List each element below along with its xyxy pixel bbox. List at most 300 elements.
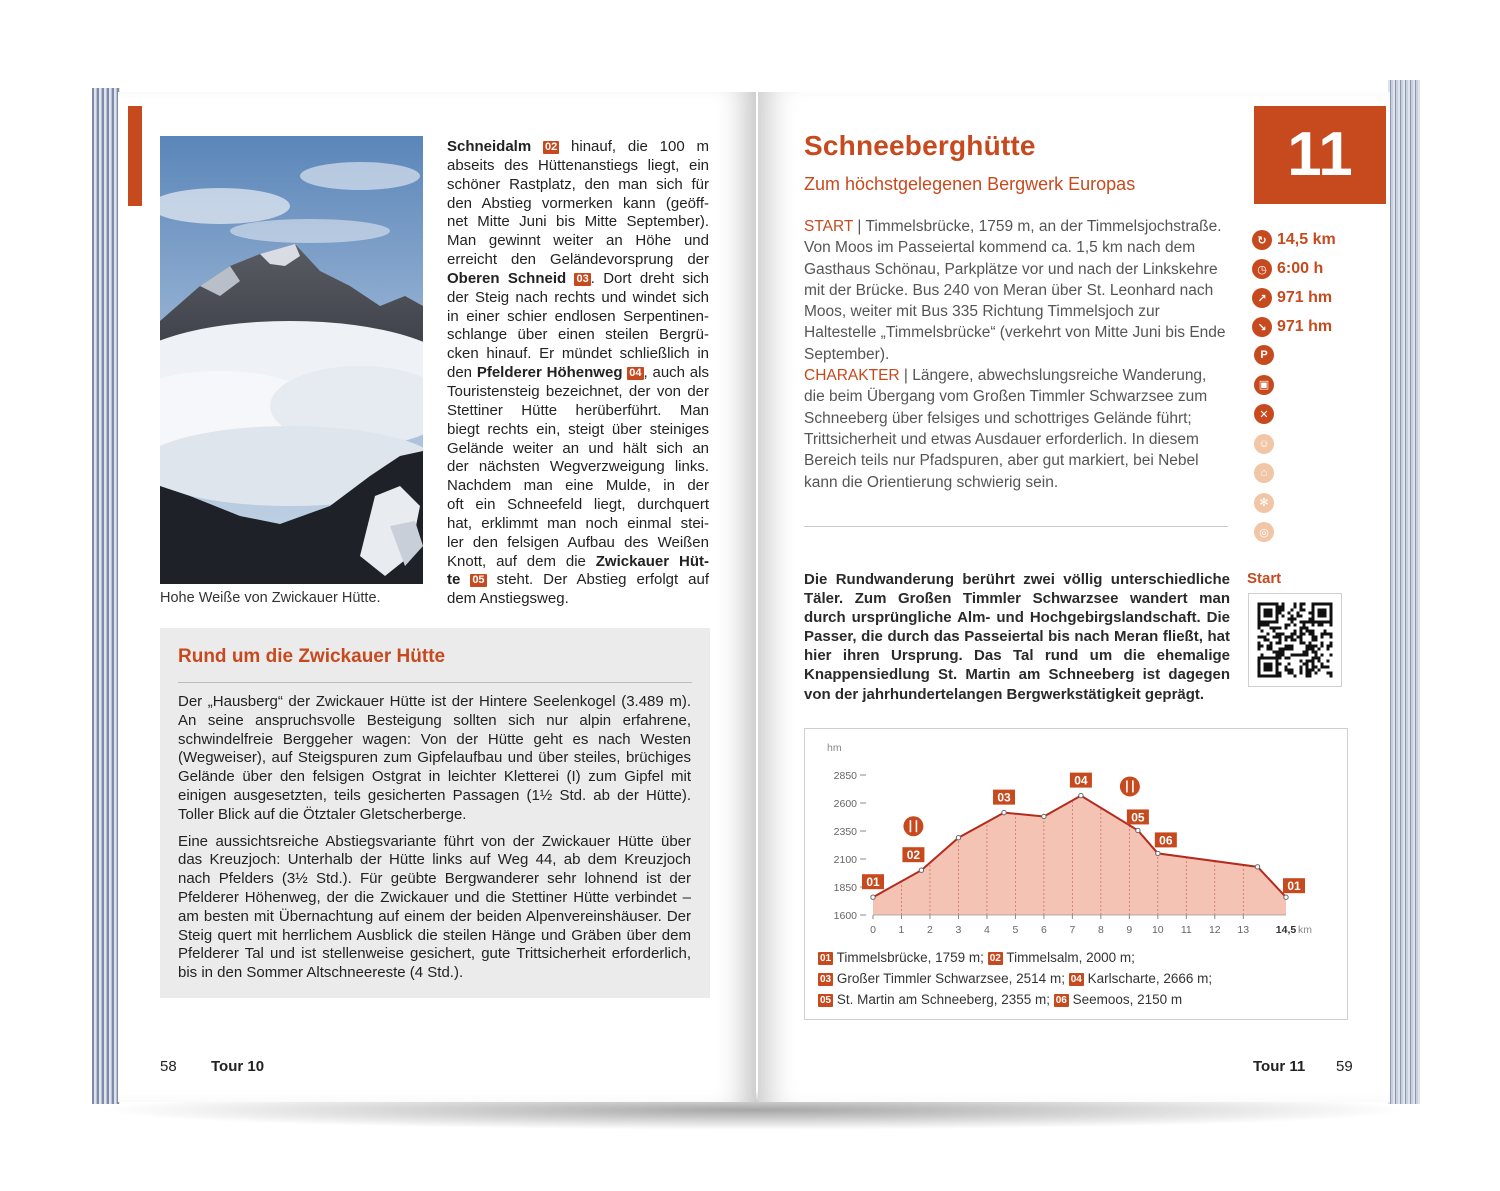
qr-module <box>1276 636 1279 639</box>
qr-module <box>1330 621 1333 624</box>
waypoint-marker: 03 <box>576 272 589 285</box>
qr-module <box>1300 642 1303 645</box>
qr-module <box>1321 633 1324 636</box>
qr-module <box>1315 654 1318 657</box>
text-segment: , auch als <box>643 364 709 382</box>
qr-module <box>1327 603 1330 606</box>
qr-module <box>1267 624 1270 627</box>
qr-module <box>1291 645 1294 648</box>
place-name: te <box>447 571 461 589</box>
qr-module <box>1261 621 1264 624</box>
qr-module <box>1279 675 1282 678</box>
qr-module <box>1270 645 1273 648</box>
time-icon: ◷ <box>1252 259 1272 279</box>
qr-module <box>1258 615 1261 618</box>
qr-module <box>1321 666 1324 669</box>
qr-module <box>1270 669 1273 672</box>
legend-text: Seemoos, 2150 m <box>1068 992 1183 1007</box>
qr-module <box>1312 660 1315 663</box>
y-tick-label: 2100 <box>833 854 857 866</box>
charakter-label: CHARAKTER <box>804 367 900 385</box>
profile-point <box>1042 814 1046 818</box>
qr-module <box>1306 669 1309 672</box>
qr-module <box>1276 615 1279 618</box>
qr-module <box>1321 609 1324 612</box>
qr-module <box>1312 633 1315 636</box>
text-segment <box>460 571 470 588</box>
text-line <box>447 289 709 308</box>
qr-module <box>1309 612 1312 615</box>
qr-module <box>1309 660 1312 663</box>
qr-module <box>1282 633 1285 636</box>
qr-module <box>1315 603 1318 606</box>
profile-point <box>1156 851 1160 855</box>
stat-value: 14,5 km <box>1277 231 1336 248</box>
x-tick-label: 2 <box>927 924 933 936</box>
restaurant-icon <box>1120 776 1140 796</box>
text-line <box>447 515 709 534</box>
qr-module <box>1276 621 1279 624</box>
qr-module <box>1303 621 1306 624</box>
x-tick-label: 12 <box>1208 924 1221 936</box>
qr-module <box>1321 624 1324 627</box>
qr-module <box>1285 627 1288 630</box>
text-line <box>447 364 709 383</box>
y-tick-label: 2350 <box>833 826 857 838</box>
qr-module <box>1267 657 1270 660</box>
qr-module <box>1258 636 1261 639</box>
qr-module <box>1330 615 1333 618</box>
text-line <box>447 571 709 590</box>
qr-module <box>1288 663 1291 666</box>
hut-icon: ⌂ <box>1254 463 1274 483</box>
text-line <box>447 232 709 251</box>
text-line <box>447 477 709 496</box>
qr-module <box>1267 645 1270 648</box>
y-tick-label: 2600 <box>833 798 857 810</box>
qr-module <box>1279 651 1282 654</box>
qr-module <box>1279 612 1282 615</box>
text-line <box>447 496 709 515</box>
qr-module <box>1261 675 1264 678</box>
waypoint-marker: 02 <box>989 953 1001 964</box>
qr-module <box>1282 615 1285 618</box>
qr-module <box>1294 624 1297 627</box>
qr-module <box>1303 627 1306 630</box>
qr-module <box>1312 645 1315 648</box>
qr-module <box>1276 669 1279 672</box>
qr-module <box>1282 603 1285 606</box>
qr-module <box>1291 633 1294 636</box>
qr-module <box>1270 666 1273 669</box>
qr-module <box>1315 621 1318 624</box>
qr-module <box>1315 672 1318 675</box>
qr-module <box>1321 645 1324 648</box>
info-box-paragraph: Eine aussichtsreiche Abstiegsvariante führt von der Zwickauer Hütte über das Kreuzjoch: Unterhalb der Hütte links auf Weg 44, ab dem Kreuzjoch nach Pfelders (3½ Std.). Für geübte Bergwanderer sehr lohnend ist der Pfelderer Höhenweg, der die Zwickauer und die Stettiner Hütte verbindet – am besten mit Übernachtung auf einem der beiden Alpenvereinshäuser. Der Steig quert mit herrlichem Ausblick die steilen Hänge und Gräben über dem Pfelderer Tal und ist stellenweise gesichert, gute Trittsicherheit erforderlich, bis in den Sommer Altschneereste (4 Std.). <box>178 832 691 982</box>
qr-module <box>1288 618 1291 621</box>
qr-module <box>1279 657 1282 660</box>
qr-module <box>1273 675 1276 678</box>
qr-module <box>1267 648 1270 651</box>
qr-module <box>1258 675 1261 678</box>
qr-module <box>1258 612 1261 615</box>
qr-module <box>1327 666 1330 669</box>
qr-module <box>1303 633 1306 636</box>
text-segment: in einer schier endlosen Serpentinen- <box>447 307 709 325</box>
qr-module <box>1276 675 1279 678</box>
qr-module <box>1306 630 1309 633</box>
stat-row <box>1252 315 1332 339</box>
qr-module <box>1270 675 1273 678</box>
y-tick-label: 1850 <box>833 882 857 894</box>
text-line <box>447 195 709 214</box>
text-segment: abseits des Hüttenanstiegs liegt, ein <box>447 156 709 174</box>
qr-module <box>1270 627 1273 630</box>
y-axis-label: hm <box>827 742 842 754</box>
qr-module <box>1303 642 1306 645</box>
x-tick-label: 5 <box>1012 924 1019 936</box>
qr-module <box>1261 654 1264 657</box>
qr-module <box>1324 633 1327 636</box>
qr-module <box>1285 666 1288 669</box>
qr-module <box>1258 627 1261 630</box>
stat-value: 6:00 h <box>1277 260 1324 277</box>
qr-module <box>1303 651 1306 654</box>
qr-module <box>1282 654 1285 657</box>
qr-module <box>1288 636 1291 639</box>
waypoint-marker: 03 <box>820 974 832 985</box>
text-segment: Man gewinnt weiter an Höhe und <box>447 232 709 250</box>
info-box-divider <box>178 682 692 683</box>
qr-module <box>1294 633 1297 636</box>
x-tick-label: 1 <box>898 924 905 936</box>
qr-module <box>1276 606 1279 609</box>
qr-module <box>1276 618 1279 621</box>
qr-module <box>1267 603 1270 606</box>
qr-module <box>1330 675 1333 678</box>
text-line <box>447 251 709 270</box>
qr-module <box>1276 642 1279 645</box>
qr-module <box>1276 663 1279 666</box>
x-tick-label: 9 <box>1126 924 1133 936</box>
qr-module <box>1258 657 1261 660</box>
qr-module <box>1273 636 1276 639</box>
qr-module <box>1300 666 1303 669</box>
waypoint-marker: 05 <box>472 574 485 587</box>
text-segment: Stettiner Hütte herüberführt. Man <box>447 401 709 419</box>
qr-module <box>1291 669 1294 672</box>
qr-module <box>1327 672 1330 675</box>
profile-point <box>1079 793 1083 797</box>
legend-row <box>818 971 1212 986</box>
qr-module <box>1264 636 1267 639</box>
qr-module <box>1315 651 1318 654</box>
page-number-left: 58 <box>160 1058 177 1075</box>
qr-module <box>1312 663 1315 666</box>
qr-module <box>1300 672 1303 675</box>
qr-module <box>1330 633 1333 636</box>
start-label: START <box>804 218 854 235</box>
qr-module <box>1285 639 1288 642</box>
x-tick-label: 3 <box>955 924 962 936</box>
qr-module <box>1258 603 1261 606</box>
info-box-title: Rund um die Zwickauer Hütte <box>178 646 446 667</box>
photo-caption: Hohe Weiße von Zwickauer Hütte. <box>160 590 381 606</box>
qr-module <box>1306 645 1309 648</box>
text-segment: Gelände weiter an und hält sich an <box>447 439 709 457</box>
stat-value: 971 hm <box>1277 289 1333 306</box>
qr-module <box>1324 603 1327 606</box>
qr-module <box>1294 654 1297 657</box>
qr-module <box>1273 657 1276 660</box>
qr-module <box>1327 648 1330 651</box>
text-segment: Knott, auf dem die <box>447 552 596 570</box>
qr-module <box>1312 606 1315 609</box>
qr-module <box>1270 612 1273 615</box>
qr-module <box>1291 615 1294 618</box>
text-segment: den Abstieg vormerken kann (geöff- <box>447 194 709 212</box>
qr-module <box>1261 624 1264 627</box>
qr-module <box>1285 636 1288 639</box>
qr-module <box>1312 621 1315 624</box>
x-end-label: 14,5 <box>1275 924 1297 936</box>
charakter-separator: | <box>899 367 913 385</box>
qr-module <box>1270 609 1273 612</box>
qr-module <box>1330 636 1333 639</box>
ascent-icon: ↗ <box>1252 288 1272 308</box>
qr-module <box>1315 636 1318 639</box>
qr-module <box>1294 630 1297 633</box>
legend-row <box>818 992 1182 1007</box>
qr-module <box>1300 627 1303 630</box>
qr-module <box>1303 603 1306 606</box>
qr-module <box>1276 657 1279 660</box>
restaurant-icon: ✕ <box>1254 404 1274 424</box>
qr-module <box>1324 609 1327 612</box>
charakter-text: Längere, abwechslungsreiche Wanderung, die beim Übergang vom Großen Timmler Schwarzsee zum Schneeberg über felsiges und schottriges Gelände führt; Trittsicherheit und etwas Ausdauer erforderlich. In diesem Bereich teils nur Pfadspuren, aber gut markiert, bei Nebel kann die Orientierung schwierig sein. <box>804 367 1208 491</box>
qr-module <box>1318 612 1321 615</box>
qr-module <box>1282 651 1285 654</box>
y-tick-label: 2850 <box>833 770 857 782</box>
qr-module <box>1276 609 1279 612</box>
waypoint-marker: 02 <box>545 141 558 153</box>
tour-info <box>804 216 1228 493</box>
qr-module <box>1291 618 1294 621</box>
profile-point <box>1136 828 1140 832</box>
page-edges-left <box>92 88 120 1104</box>
qr-module <box>1312 639 1315 642</box>
qr-module <box>1315 657 1318 660</box>
tour-description-text <box>447 138 709 609</box>
qr-module <box>1285 657 1288 660</box>
qr-module <box>1264 603 1267 606</box>
qr-module <box>1291 639 1294 642</box>
qr-module <box>1306 672 1309 675</box>
text-segment: Nachdem man eine Mulde, in der <box>447 477 709 495</box>
qr-module <box>1288 612 1291 615</box>
qr-module <box>1288 645 1291 648</box>
qr-module <box>1303 609 1306 612</box>
stat-row <box>1252 286 1332 310</box>
qr-module <box>1276 660 1279 663</box>
text-segment: steht. Der Abstieg erfolgt auf <box>486 571 709 589</box>
qr-module <box>1306 660 1309 663</box>
text-segment: den <box>447 364 477 382</box>
qr-module <box>1258 666 1261 669</box>
qr-module <box>1300 621 1303 624</box>
qr-module <box>1288 648 1291 651</box>
qr-module <box>1273 621 1276 624</box>
qr-module <box>1312 669 1315 672</box>
bike-icon: ◎ <box>1254 522 1274 542</box>
qr-module <box>1312 651 1315 654</box>
y-tick-label: 1600 <box>833 910 857 922</box>
qr-module <box>1267 639 1270 642</box>
info-box-paragraph: Der „Hausberg“ der Zwickauer Hütte ist der Hintere Seelenkogel (3.489 m). An seine anspruchsvolle Besteigung sollten sich nur alpin erfahrene, schwindelfreie Berggeher wagen: Von der Hütte geht es nach Westen (Wegweiser), auf Steigspuren zum Gipfelaufbau und über steiles, brüchiges Gelände über den felsigen Ostgrat in leichter Kletterei (I) zum Gipfel mit einigen ausgesetzten, teils gesicherten Passagen (1½ Std. ab der Hütte). Toller Blick auf die Ötztaler Gletscherberge. <box>178 693 691 823</box>
qr-label: Start <box>1247 570 1282 587</box>
text-line <box>447 157 709 176</box>
x-tick-label: 7 <box>1069 924 1076 936</box>
qr-module <box>1279 627 1282 630</box>
qr-module <box>1294 603 1297 606</box>
qr-module <box>1303 663 1306 666</box>
qr-module <box>1330 618 1333 621</box>
qr-module <box>1327 660 1330 663</box>
qr-module <box>1288 657 1291 660</box>
qr-module <box>1294 639 1297 642</box>
info-box-text <box>178 693 691 991</box>
qr-module <box>1279 672 1282 675</box>
qr-module <box>1267 669 1270 672</box>
qr-code <box>1248 593 1342 687</box>
qr-module <box>1261 657 1264 660</box>
waypoint-label: 04 <box>1074 773 1088 788</box>
text-line <box>447 213 709 232</box>
qr-module <box>1315 645 1318 648</box>
text-segment: Touristensteig bezeichnet, der von der <box>447 382 709 400</box>
text-segment <box>566 270 574 287</box>
qr-module <box>1318 603 1321 606</box>
profile-point <box>919 868 923 872</box>
qr-module <box>1321 612 1324 615</box>
qr-module <box>1264 669 1267 672</box>
qr-module <box>1267 675 1270 678</box>
qr-module <box>1318 648 1321 651</box>
qr-module <box>1261 636 1264 639</box>
qr-module <box>1273 603 1276 606</box>
qr-module <box>1276 672 1279 675</box>
charakter-info <box>804 365 1228 493</box>
qr-module <box>1258 618 1261 621</box>
text-line <box>447 345 709 364</box>
waypoint-label: 06 <box>1159 833 1173 848</box>
qr-module <box>1276 603 1279 606</box>
qr-module <box>1273 651 1276 654</box>
qr-module <box>1306 675 1309 678</box>
stat-row <box>1252 228 1336 252</box>
qr-module <box>1300 633 1303 636</box>
legend-text: Timmelsbrücke, 1759 m; <box>833 950 988 965</box>
qr-module <box>1261 645 1264 648</box>
mountain-photo <box>160 136 423 584</box>
start-separator: | <box>853 218 866 235</box>
qr-module <box>1288 669 1291 672</box>
qr-module <box>1312 657 1315 660</box>
qr-module <box>1330 672 1333 675</box>
qr-module <box>1321 603 1324 606</box>
restaurant-icon <box>903 816 923 836</box>
stat-row <box>1252 257 1323 281</box>
qr-module <box>1258 645 1261 648</box>
qr-module <box>1264 666 1267 669</box>
qr-module <box>1258 648 1261 651</box>
qr-module <box>1309 618 1312 621</box>
qr-module <box>1306 663 1309 666</box>
qr-module <box>1312 666 1315 669</box>
qr-module <box>1306 666 1309 669</box>
waypoint-label: 02 <box>906 848 921 863</box>
qr-module <box>1306 648 1309 651</box>
waypoint-label: 01 <box>1287 879 1301 894</box>
qr-module <box>1312 609 1315 612</box>
qr-module <box>1279 606 1282 609</box>
chapter-accent-bar <box>128 106 142 206</box>
qr-module <box>1264 615 1267 618</box>
text-segment: oft ein Schneefeld liegt, durchquert <box>447 496 709 514</box>
qr-module <box>1264 612 1267 615</box>
qr-module <box>1330 645 1333 648</box>
tour-summary: Die Rundwanderung berührt zwei völlig unterschiedliche Täler. Zum Großen Timmler Schwarzsee wandert man durch ursprüngliche Alm- und Hochgebirgslandschaft. Die Passer, die durch das Passeiertal bis nach Meran fließt, hat hier ihren Ursprung. Das Tal rund um die ehemalige Knappensiedlung St. Martin am Schneeberg ist dagegen von der jahrhundertelangen Bergwerkstätigkeit geprägt. <box>804 571 1230 703</box>
x-tick-label: 8 <box>1097 924 1104 936</box>
text-segment: cken hinauf. Er mündet schließlich in <box>447 345 709 363</box>
text-line <box>447 590 709 609</box>
qr-module <box>1297 615 1300 618</box>
profile-point <box>956 836 960 840</box>
qr-module <box>1324 630 1327 633</box>
qr-module <box>1291 672 1294 675</box>
x-tick-label: 6 <box>1040 924 1047 936</box>
qr-module <box>1291 609 1294 612</box>
text-segment: biegt rechts ein, steigt über steiniges <box>447 420 709 438</box>
qr-module <box>1309 630 1312 633</box>
qr-module <box>1318 615 1321 618</box>
qr-module <box>1321 615 1324 618</box>
qr-module <box>1312 603 1315 606</box>
qr-module <box>1300 636 1303 639</box>
qr-module <box>1324 612 1327 615</box>
qr-module <box>1294 606 1297 609</box>
waypoint-marker: 01 <box>820 953 832 964</box>
x-tick-label: 11 <box>1180 924 1192 936</box>
stat-value: 971 hm <box>1277 318 1333 335</box>
qr-module <box>1303 654 1306 657</box>
qr-module <box>1330 642 1333 645</box>
qr-module <box>1300 669 1303 672</box>
qr-module <box>1285 645 1288 648</box>
qr-module <box>1282 606 1285 609</box>
qr-module <box>1321 621 1324 624</box>
text-segment: schöner Rastplatz, den man sich für <box>447 175 709 193</box>
qr-module <box>1324 621 1327 624</box>
qr-module <box>1309 621 1312 624</box>
qr-module <box>1297 612 1300 615</box>
x-tick-label: 13 <box>1237 924 1250 936</box>
tour-label-left: Tour 10 <box>211 1058 265 1075</box>
text-segment: dem Anstiegsweg. <box>447 590 569 608</box>
qr-module <box>1276 612 1279 615</box>
text-segment: schlange über einen steilen Bergrü- <box>447 326 709 344</box>
qr-module <box>1258 609 1261 612</box>
